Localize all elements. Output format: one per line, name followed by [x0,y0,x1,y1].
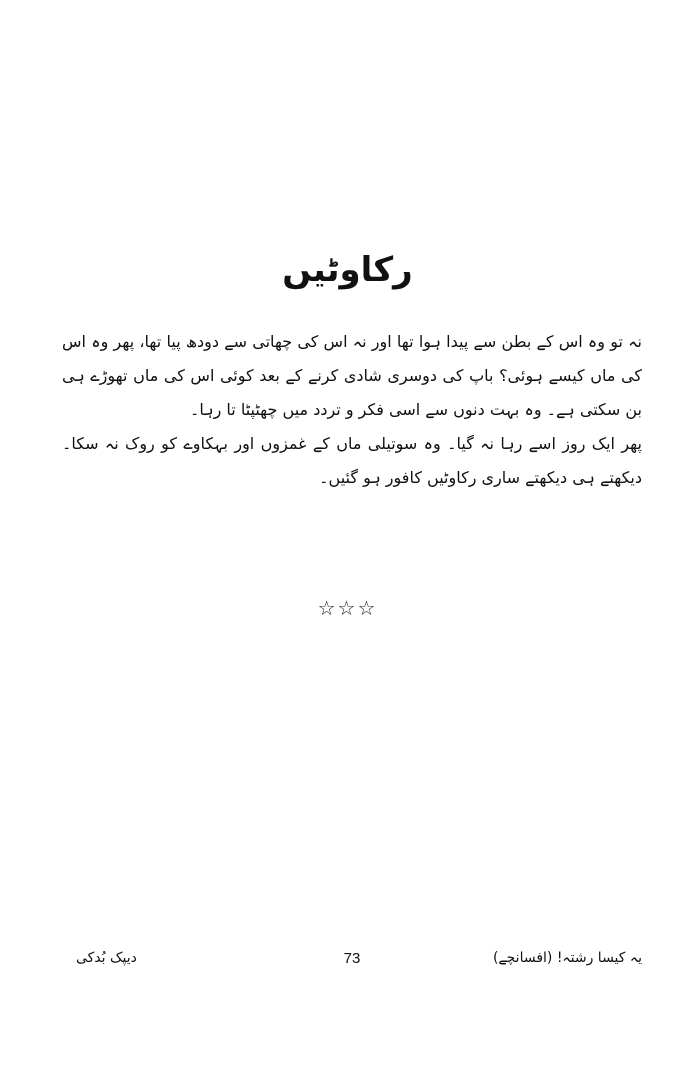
footer-book-title: یہ کیسا رشتہ! (افسانچے) [492,950,642,966]
footer-author: دیپک بُدکی [76,950,137,966]
story-title: رکاوٹیں [282,250,413,290]
page-footer [62,950,642,980]
paragraph-2: پھر ایک روز اسے رہا نہ گیا۔ وہ سوتیلی ماں کے غمزوں اور بہکاوے کو روک نہ سکا۔ دیکھتے ہی دیکھتے ساری رکاوٹیں کافور ہو گئیں۔ [62,434,642,487]
section-separator-stars: ☆☆☆ [317,596,378,620]
paragraph-1: نہ تو وہ اس کے بطن سے پیدا ہوا تھا اور نہ اس کی چھاتی سے دودھ پیا تھا، پھر وہ اس کی ماں کیسے ہوئی؟ باپ کی دوسری شادی کرنے کے بعد کوئی اس کی ماں تھوڑے ہی بن سکتی ہے۔ وہ بہت دنوں سے اسی فکر و تردد میں چھٹپٹا تا رہا۔ [62,332,642,419]
page-number: 73 [343,950,361,967]
story-body [62,325,642,495]
